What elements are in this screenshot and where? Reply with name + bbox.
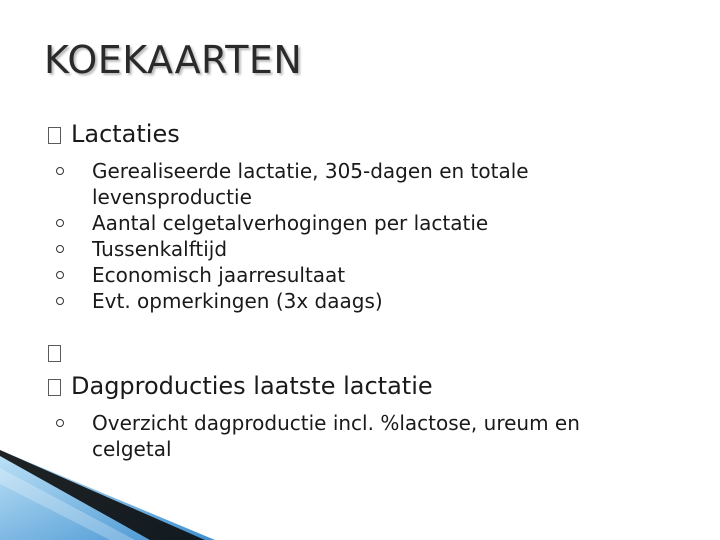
slide-title: KOEKAARTEN (44, 38, 303, 82)
list-item (56, 262, 652, 288)
corner-decoration (0, 450, 260, 540)
box-bullet-icon (48, 379, 61, 396)
list-item (56, 236, 652, 262)
list-item-text: Evt. opmerkingen (3x daags) (92, 289, 383, 313)
list-item-text: Gerealiseerde lactatie, 305-dagen en totale levensproductie (92, 159, 529, 209)
ring-bullet-icon (56, 419, 64, 427)
section-lactaties (48, 120, 180, 148)
list-item (56, 288, 652, 314)
ring-bullet-icon (56, 271, 64, 279)
lactaties-list (56, 158, 652, 314)
box-bullet-icon (48, 127, 61, 144)
list-item-text: Overzicht dagproductie incl. %lactose, ureum en celgetal (92, 411, 580, 461)
list-item-text: Tussenkalftijd (92, 237, 228, 261)
ring-bullet-icon (56, 219, 64, 227)
section-heading: Dagproducties laatste lactatie (71, 372, 433, 400)
list-item (56, 210, 652, 236)
list-item (56, 158, 652, 210)
ring-bullet-icon (56, 297, 64, 305)
section-heading: Lactaties (71, 120, 180, 148)
section-empty (48, 344, 61, 361)
section-dagproducties (48, 372, 433, 400)
ring-bullet-icon (56, 245, 64, 253)
list-item-text: Economisch jaarresultaat (92, 263, 346, 287)
list-item-text: Aantal celgetalverhogingen per lactatie (92, 211, 489, 235)
ring-bullet-icon (56, 167, 64, 175)
box-bullet-icon (48, 345, 61, 362)
